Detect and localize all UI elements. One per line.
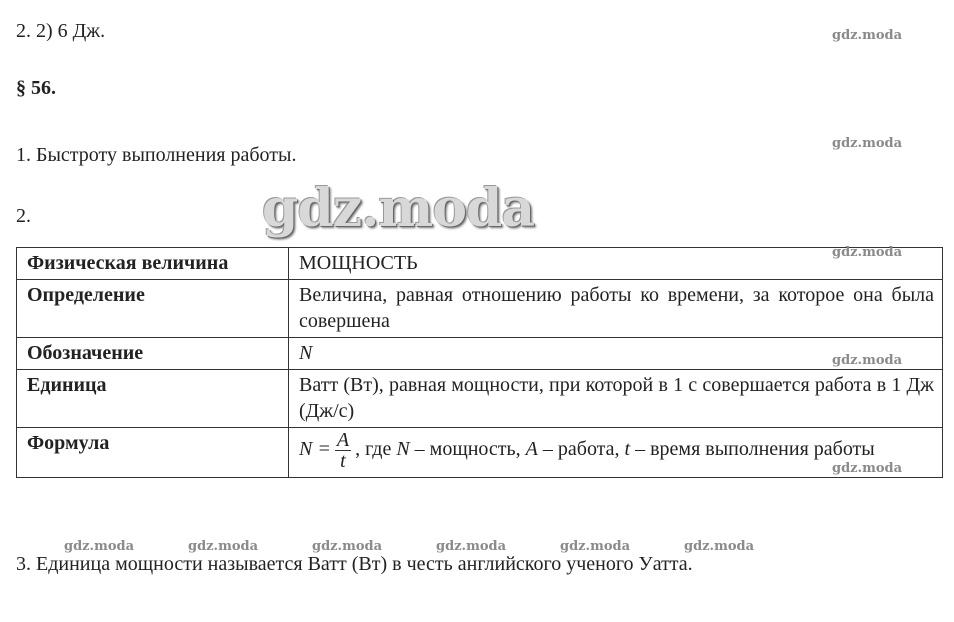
table-row	[17, 248, 943, 280]
formula-symbol: t	[624, 438, 631, 461]
watermark-small: gdz.moda	[832, 28, 903, 43]
watermark-small: gdz.moda	[832, 353, 903, 368]
watermark-small: gdz.moda	[436, 539, 507, 554]
watermark-small: gdz.moda	[560, 539, 631, 554]
row-value: Величина, равная отношению работы ко времени, за которое она была совершена	[289, 280, 943, 338]
row-key: Формула	[17, 428, 289, 478]
formula-lhs: N =	[299, 438, 331, 461]
watermark-small: gdz.moda	[832, 245, 903, 260]
watermark-large: gdz.moda	[262, 178, 535, 239]
watermark-small: gdz.moda	[312, 539, 383, 554]
watermark-small: gdz.moda	[684, 539, 755, 554]
formula-text: , где	[355, 438, 397, 461]
table-row	[17, 280, 943, 338]
watermark-small: gdz.moda	[832, 136, 903, 151]
formula-fraction	[335, 430, 351, 471]
formula-symbol: A	[525, 438, 538, 461]
formula-symbol: N	[396, 438, 410, 461]
answer-q2: 2.	[16, 205, 31, 227]
row-key: Обозначение	[17, 338, 289, 370]
fraction-numerator: A	[336, 429, 350, 451]
section-heading: § 56.	[16, 77, 56, 99]
answer-q1: 1. Быстроту выполнения работы.	[16, 144, 297, 166]
answer-line: 2. 2) 6 Дж.	[16, 20, 106, 42]
watermark-small: gdz.moda	[188, 539, 259, 554]
row-key: Физическая величина	[17, 248, 289, 280]
table-row	[17, 428, 943, 478]
formula-text: – работа,	[537, 438, 625, 461]
fraction-denominator: t	[340, 450, 346, 472]
physics-quantity-table	[16, 247, 943, 478]
row-key: Определение	[17, 280, 289, 338]
row-value: N	[289, 338, 943, 370]
watermark-small: gdz.moda	[832, 461, 903, 476]
row-value: МОЩНОСТЬ	[289, 248, 943, 280]
table-row	[17, 370, 943, 428]
table-row	[17, 338, 943, 370]
answer-q3: 3. Единица мощности называется Ватт (Вт) в честь английского ученого Уатта.	[16, 553, 693, 575]
formula-text: – время выполнения работы	[630, 438, 875, 461]
watermark-small: gdz.moda	[64, 539, 135, 554]
row-key: Единица	[17, 370, 289, 428]
formula-text: – мощность,	[409, 438, 526, 461]
row-value: Ватт (Вт), равная мощности, при которой в 1 с совершается работа в 1 Дж (Дж/с)	[289, 370, 943, 428]
